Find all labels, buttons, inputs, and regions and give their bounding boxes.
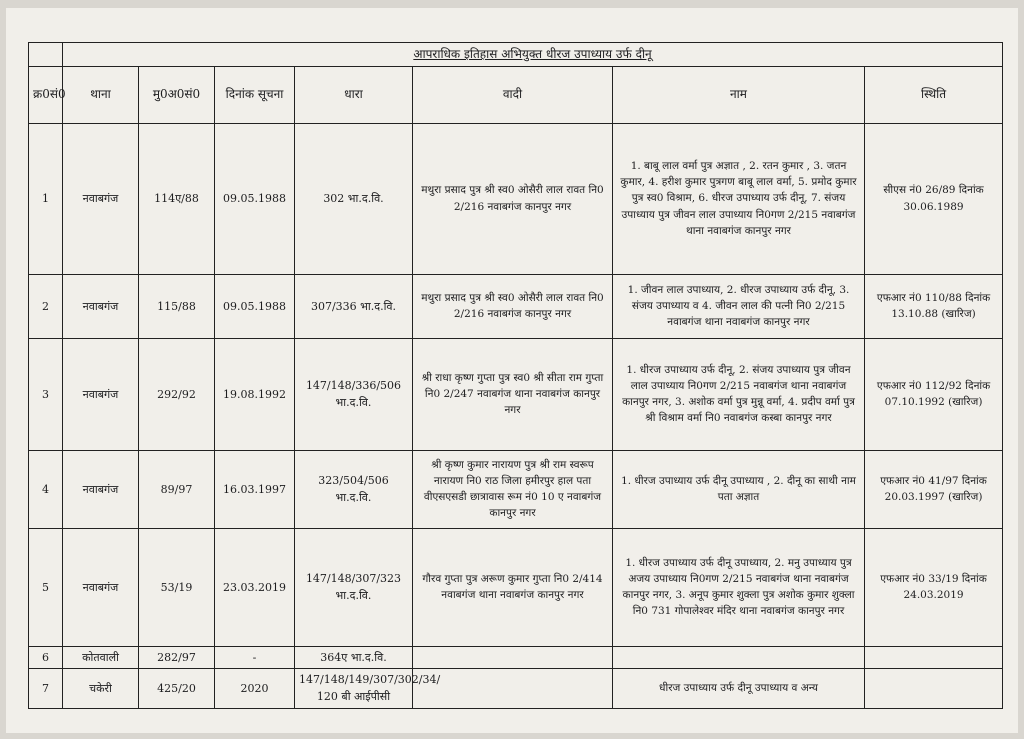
table-row (29, 668, 1003, 708)
table-row (29, 274, 1003, 338)
cell-complainant: गौरव गुप्ता पुत्र अरूण कुमार गुप्ता नि0 2/414 नवाबगंज थाना नवाबगंज कानपुर नगर (413, 528, 613, 646)
header-police-station: थाना (63, 66, 139, 123)
cell-police-station: नवाबगंज (63, 123, 139, 274)
cell-case-number: 425/20 (139, 668, 215, 708)
cell-serial: 1 (29, 123, 63, 274)
cell-section: 147/148/307/323 भा.द.वि. (295, 528, 413, 646)
cell-accused-names: धीरज उपाध्याय उर्फ दीनू उपाध्याय व अन्य (613, 668, 865, 708)
table-header-row (29, 66, 1003, 123)
cell-report-date: 09.05.1988 (215, 274, 295, 338)
cell-serial: 6 (29, 646, 63, 668)
cell-police-station: नवाबगंज (63, 338, 139, 450)
cell-police-station: नवाबगंज (63, 528, 139, 646)
cell-complainant: श्री कृष्ण कुमार नारायण पुत्र श्री राम स्वरूप नारायण नि0 राठ जिला हमीरपुर हाल पता वीएसएसडी छात्रावास रूम नं0 10 ए नवाबगंज कानपुर नगर (413, 450, 613, 528)
cell-accused-names: 1. बाबू लाल वर्मा पुत्र अज्ञात , 2. रतन कुमार , 3. जतन कुमार, 4. हरीश कुमार पुत्रगण बाबू लाल वर्मा, 5. प्रमोद कुमार पुत्र स्व0 विश्राम, 6. धीरज उपाध्याय उर्फ दीनू, 7. संजय उपाध्याय पुत्र जीवन लाल उपाध्याय नि0गण 2/215 नवाबगंज थाना नवाबगंज कानपुर नगर (613, 123, 865, 274)
cell-section: 323/504/506 भा.द.वि. (295, 450, 413, 528)
header-serial: क्र0सं0 (29, 66, 63, 123)
cell-accused-names (613, 646, 865, 668)
cell-complainant: मथुरा प्रसाद पुत्र श्री स्व0 ओसैरी लाल रावत नि0 2/216 नवाबगंज कानपुर नगर (413, 123, 613, 274)
cell-complainant: मथुरा प्रसाद पुत्र श्री स्व0 ओसैरी लाल रावत नि0 2/216 नवाबगंज कानपुर नगर (413, 274, 613, 338)
cell-complainant (413, 646, 613, 668)
cell-report-date: 16.03.1997 (215, 450, 295, 528)
cell-section: 307/336 भा.द.वि. (295, 274, 413, 338)
cell-status: सीएस नं0 26/89 दिनांक 30.06.1989 (865, 123, 1003, 274)
cell-police-station: नवाबगंज (63, 274, 139, 338)
table-row (29, 646, 1003, 668)
cell-accused-names: 1. जीवन लाल उपाध्याय, 2. धीरज उपाध्याय उर्फ दीनू, 3. संजय उपाध्याय व 4. जीवन लाल की पत्नी नि0 2/215 नवाबगंज थाना नवाबगंज कानपुर नगर (613, 274, 865, 338)
header-report-date: दिनांक सूचना (215, 66, 295, 123)
table-row (29, 123, 1003, 274)
cell-status: एफआर नं0 110/88 दिनांक 13.10.88 (खारिज) (865, 274, 1003, 338)
cell-accused-names: 1. धीरज उपाध्याय उर्फ दीनू उपाध्याय, 2. मनु उपाध्याय पुत्र अजय उपाध्याय नि0गण 2/215 नवाबगंज थाना नवाबगंज कानपुर नगर, 3. अनूप कुमार शुक्ला पुत्र अशोक कुमार शुक्ला नि0 731 गोपालेश्वर मंदिर थाना नवाबगंज कानपुर नगर (613, 528, 865, 646)
cell-status (865, 646, 1003, 668)
header-case-number: मु0अ0सं0 (139, 66, 215, 123)
cell-section: 302 भा.द.वि. (295, 123, 413, 274)
cell-complainant (413, 668, 613, 708)
document-title: आपराधिक इतिहास अभियुक्त धीरज उपाध्याय उर्फ दीनू (63, 43, 1003, 67)
cell-serial: 2 (29, 274, 63, 338)
document-sheet (6, 8, 1018, 733)
table-row (29, 528, 1003, 646)
cell-report-date: 23.03.2019 (215, 528, 295, 646)
cell-status: एफआर नं0 112/92 दिनांक 07.10.1992 (खारिज) (865, 338, 1003, 450)
cell-complainant: श्री राधा कृष्ण गुप्ता पुत्र स्व0 श्री सीता राम गुप्ता नि0 2/247 नवाबगंज थाना नवाबगंज कानपुर नगर (413, 338, 613, 450)
cell-report-date: 09.05.1988 (215, 123, 295, 274)
header-complainant: वादी (413, 66, 613, 123)
header-status: स्थिति (865, 66, 1003, 123)
criminal-history-table (28, 42, 1003, 709)
cell-case-number: 114ए/88 (139, 123, 215, 274)
cell-case-number: 115/88 (139, 274, 215, 338)
table-row (29, 338, 1003, 450)
cell-section: 147/148/336/506 भा.द.वि. (295, 338, 413, 450)
cell-status (865, 668, 1003, 708)
cell-police-station: कोतवाली (63, 646, 139, 668)
cell-case-number: 89/97 (139, 450, 215, 528)
cell-status: एफआर नं0 33/19 दिनांक 24.03.2019 (865, 528, 1003, 646)
cell-case-number: 53/19 (139, 528, 215, 646)
cell-case-number: 292/92 (139, 338, 215, 450)
cell-serial: 5 (29, 528, 63, 646)
cell-section: 364ए भा.द.वि. (295, 646, 413, 668)
cell-report-date: 19.08.1992 (215, 338, 295, 450)
header-accused-names: नाम (613, 66, 865, 123)
cell-police-station: नवाबगंज (63, 450, 139, 528)
cell-status: एफआर नं0 41/97 दिनांक 20.03.1997 (खारिज) (865, 450, 1003, 528)
cell-accused-names: 1. धीरज उपाध्याय उर्फ दीनू उपाध्याय , 2. दीनू का साथी नाम पता अज्ञात (613, 450, 865, 528)
cell-serial: 7 (29, 668, 63, 708)
cell-report-date: - (215, 646, 295, 668)
cell-case-number: 282/97 (139, 646, 215, 668)
cell-report-date: 2020 (215, 668, 295, 708)
cell-serial: 3 (29, 338, 63, 450)
cell-section: 147/148/149/307/302/34/ 120 बी आईपीसी (295, 668, 413, 708)
cell-accused-names: 1. धीरज उपाध्याय उर्फ दीनू, 2. संजय उपाध्याय पुत्र जीवन लाल उपाध्याय नि0गण 2/215 नवाबगंज थाना नवाबगंज कानपुर नगर, 3. अशोक वर्मा पुत्र मुन्नू वर्मा, 4. प्रदीप वर्मा पुत्र श्री विश्राम वर्मा नि0 नवाबगंज कस्बा कानपुर नगर (613, 338, 865, 450)
table-row (29, 450, 1003, 528)
cell-serial: 4 (29, 450, 63, 528)
cell-police-station: चकेरी (63, 668, 139, 708)
header-section: धारा (295, 66, 413, 123)
